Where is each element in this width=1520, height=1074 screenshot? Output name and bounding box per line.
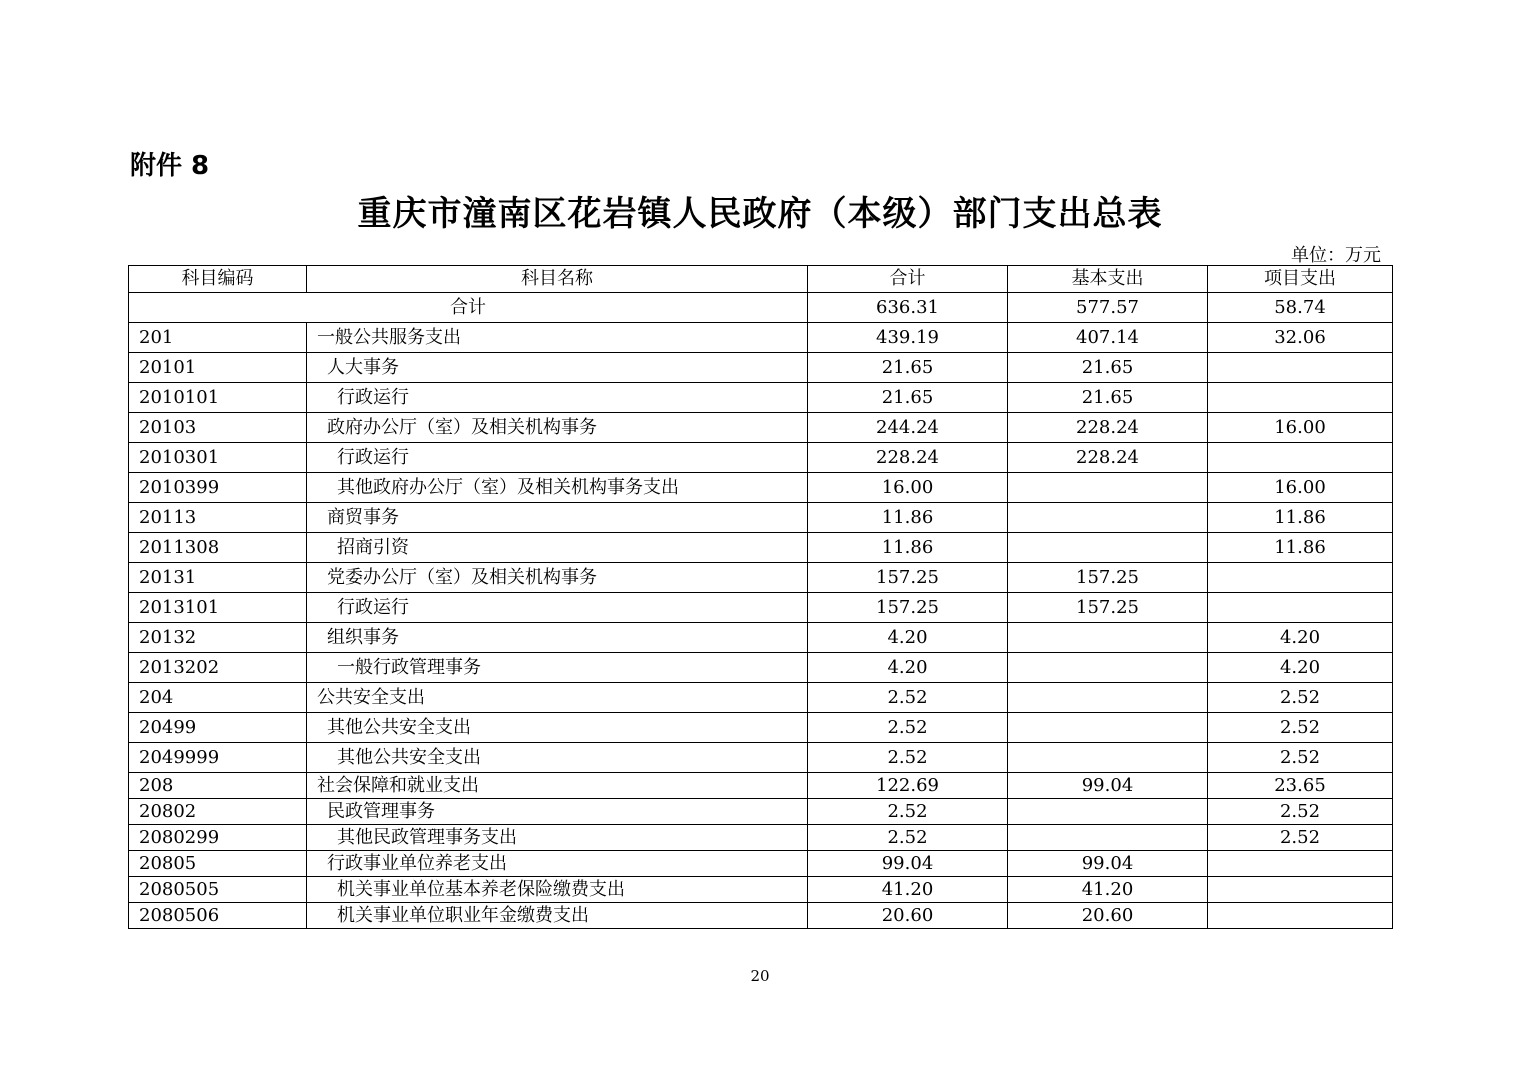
row-code: 20113 [129,503,307,533]
row-name: 其他公共安全支出 [307,713,808,743]
row-project: 32.06 [1208,323,1393,353]
row-code: 20802 [129,799,307,825]
row-basic: 21.65 [1008,383,1208,413]
table-row [129,799,1393,825]
row-basic: 99.04 [1008,851,1208,877]
header-total: 合计 [808,266,1008,293]
header-code: 科目编码 [129,266,307,293]
table-row [129,563,1393,593]
row-name: 一般公共服务支出 [307,323,808,353]
total-basic: 577.57 [1008,293,1208,323]
row-project: 11.86 [1208,503,1393,533]
row-project [1208,593,1393,623]
row-name: 社会保障和就业支出 [307,773,808,799]
table-row [129,413,1393,443]
table-row [129,533,1393,563]
row-basic: 21.65 [1008,353,1208,383]
row-project: 16.00 [1208,473,1393,503]
row-basic: 99.04 [1008,773,1208,799]
table-row [129,443,1393,473]
row-project: 2.52 [1208,825,1393,851]
row-project: 2.52 [1208,743,1393,773]
table-row [129,773,1393,799]
row-basic: 228.24 [1008,443,1208,473]
row-basic: 157.25 [1008,593,1208,623]
row-total: 228.24 [808,443,1008,473]
row-project [1208,877,1393,903]
row-code: 2080505 [129,877,307,903]
row-total: 4.20 [808,653,1008,683]
row-code: 2011308 [129,533,307,563]
row-code: 2080506 [129,903,307,929]
page-title: 重庆市潼南区花岩镇人民政府（本级）部门支出总表 [357,194,1163,234]
row-name: 一般行政管理事务 [307,653,808,683]
row-total: 157.25 [808,563,1008,593]
row-project: 16.00 [1208,413,1393,443]
row-code: 20805 [129,851,307,877]
table-row [129,353,1393,383]
row-code: 201 [129,323,307,353]
table-row [129,851,1393,877]
page-number: 20 [750,967,770,985]
expenditure-table [128,265,1393,929]
row-code: 2013202 [129,653,307,683]
row-basic: 228.24 [1008,413,1208,443]
row-name: 机关事业单位基本养老保险缴费支出 [307,877,808,903]
row-name: 人大事务 [307,353,808,383]
row-name: 党委办公厅（室）及相关机构事务 [307,563,808,593]
row-basic [1008,473,1208,503]
row-total: 21.65 [808,383,1008,413]
row-code: 20103 [129,413,307,443]
row-project: 4.20 [1208,623,1393,653]
row-code: 204 [129,683,307,713]
row-project [1208,563,1393,593]
row-total: 244.24 [808,413,1008,443]
row-project: 11.86 [1208,533,1393,563]
row-total: 122.69 [808,773,1008,799]
unit-label: 单位：万元 [1291,245,1381,266]
row-total: 157.25 [808,593,1008,623]
row-name: 组织事务 [307,623,808,653]
table-row [129,323,1393,353]
total-total: 636.31 [808,293,1008,323]
row-total: 4.20 [808,623,1008,653]
table-header-row [129,266,1393,293]
row-name: 行政事业单位养老支出 [307,851,808,877]
row-name: 公共安全支出 [307,683,808,713]
table-row [129,383,1393,413]
row-project: 2.52 [1208,683,1393,713]
row-total: 2.52 [808,713,1008,743]
row-name: 招商引资 [307,533,808,563]
row-project [1208,903,1393,929]
row-project [1208,851,1393,877]
row-total: 439.19 [808,323,1008,353]
row-name: 行政运行 [307,593,808,623]
row-name: 商贸事务 [307,503,808,533]
row-name: 政府办公厅（室）及相关机构事务 [307,413,808,443]
row-code: 2010301 [129,443,307,473]
row-basic [1008,653,1208,683]
row-code: 2013101 [129,593,307,623]
row-total: 2.52 [808,683,1008,713]
table-row [129,653,1393,683]
row-name: 其他民政管理事务支出 [307,825,808,851]
table-row [129,503,1393,533]
row-total: 11.86 [808,503,1008,533]
row-total: 2.52 [808,743,1008,773]
row-project [1208,353,1393,383]
table-row [129,713,1393,743]
row-name: 其他政府办公厅（室）及相关机构事务支出 [307,473,808,503]
row-total: 41.20 [808,877,1008,903]
row-name: 机关事业单位职业年金缴费支出 [307,903,808,929]
row-basic: 407.14 [1008,323,1208,353]
row-total: 2.52 [808,825,1008,851]
row-basic [1008,533,1208,563]
row-basic: 20.60 [1008,903,1208,929]
total-label: 合计 [129,293,808,323]
row-code: 20131 [129,563,307,593]
row-total: 20.60 [808,903,1008,929]
row-project: 4.20 [1208,653,1393,683]
row-project: 2.52 [1208,799,1393,825]
row-basic [1008,825,1208,851]
row-code: 20499 [129,713,307,743]
row-total: 16.00 [808,473,1008,503]
row-basic [1008,713,1208,743]
header-project: 项目支出 [1208,266,1393,293]
row-project [1208,443,1393,473]
total-row [129,293,1393,323]
row-basic: 157.25 [1008,563,1208,593]
row-name: 行政运行 [307,383,808,413]
table-row [129,473,1393,503]
header-name: 科目名称 [307,266,808,293]
row-basic: 41.20 [1008,877,1208,903]
table-row [129,877,1393,903]
row-project: 23.65 [1208,773,1393,799]
row-total: 11.86 [808,533,1008,563]
table-row [129,825,1393,851]
row-basic [1008,503,1208,533]
row-code: 2080299 [129,825,307,851]
table-row [129,743,1393,773]
table-row [129,903,1393,929]
row-basic [1008,623,1208,653]
row-project: 2.52 [1208,713,1393,743]
row-name: 民政管理事务 [307,799,808,825]
row-total: 99.04 [808,851,1008,877]
table-row [129,593,1393,623]
row-code: 208 [129,773,307,799]
row-basic [1008,799,1208,825]
row-code: 2010101 [129,383,307,413]
row-total: 21.65 [808,353,1008,383]
row-code: 2010399 [129,473,307,503]
row-basic [1008,743,1208,773]
header-basic: 基本支出 [1008,266,1208,293]
row-name: 行政运行 [307,443,808,473]
row-name: 其他公共安全支出 [307,743,808,773]
attachment-label: 附件 8 [130,151,210,181]
row-code: 20132 [129,623,307,653]
total-project: 58.74 [1208,293,1393,323]
row-basic [1008,683,1208,713]
row-code: 2049999 [129,743,307,773]
row-total: 2.52 [808,799,1008,825]
table-row [129,623,1393,653]
row-project [1208,383,1393,413]
table-row [129,683,1393,713]
row-code: 20101 [129,353,307,383]
